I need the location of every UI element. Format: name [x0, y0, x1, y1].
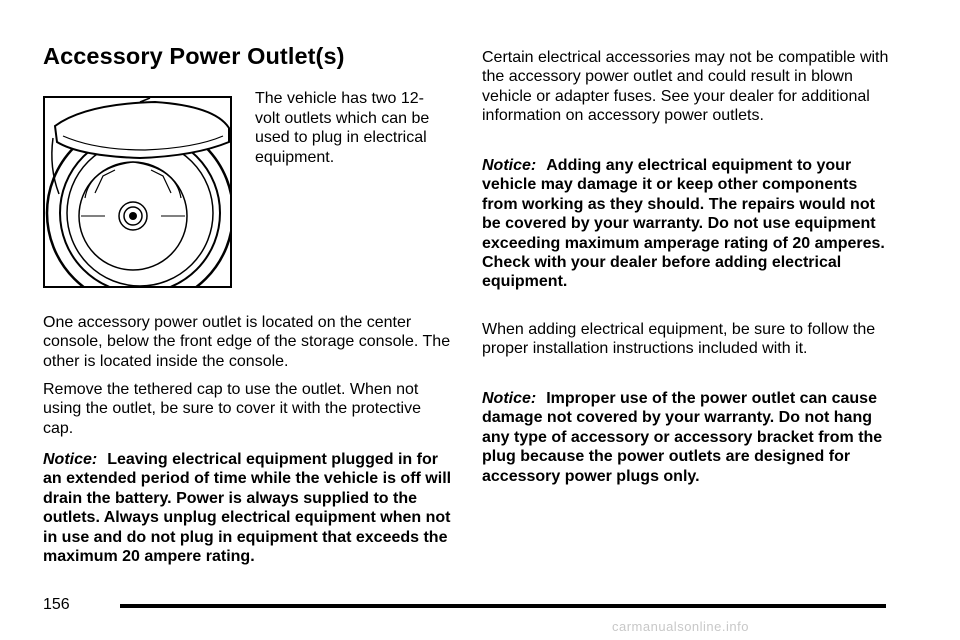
figure-caption: The vehicle has two 12-volt outlets which can be used to plug in electrical equipment. [255, 90, 430, 166]
notice-3-text: Improper use of the power outlet can cause damage not covered by your warranty. Do not hang any type of accessory or accessory bracket from the plug because the power outlets are designed for accessory power plugs only. [482, 390, 883, 485]
notice-1 [43, 450, 453, 566]
page-number: 156 [43, 596, 70, 613]
notice-2-label: Notice: [482, 157, 537, 174]
notice-3 [482, 389, 892, 486]
left-paragraph-1-text: One accessory power outlet is located on the center console, below the front edge of the storage console. The other is located inside the console. [43, 314, 451, 370]
left-paragraph-1 [43, 313, 453, 371]
right-paragraph-1-text: Certain electrical accessories may not be compatible with the accessory power outlet and could result in blown vehicle or adapter fuses. See your dealer for additional information on accessory power outlets. [482, 49, 889, 125]
right-paragraph-2 [482, 320, 887, 359]
left-paragraph-2 [43, 380, 443, 438]
footer-rule [120, 604, 886, 608]
notice-1-label: Notice: [43, 451, 98, 468]
notice-1-text: Leaving electrical equipment plugged in for an extended period of time while the vehicle is off will drain the battery. Power is always supplied to the outlets. Always unplug electrical equipment when not in use and do not plug in equipment that exceeds the maximum 20 ampere rating. [43, 451, 452, 566]
right-paragraph-2-text: When adding electrical equipment, be sure to follow the proper installation instructions included with it. [482, 321, 876, 358]
section-title: Accessory Power Outlet(s) [43, 43, 345, 69]
notice-2-text: Adding any electrical equipment to your vehicle may damage it or keep other components from working as they should. The repairs would not be covered by your warranty. Do not use equipment exceeding maximum amperage rating of 20 amperes. Check with your dealer before adding electrical equipment. [482, 157, 885, 291]
right-paragraph-1 [482, 48, 892, 126]
power-outlet-illustration [43, 96, 232, 288]
notice-3-label: Notice: [482, 390, 537, 407]
left-paragraph-2-text: Remove the tethered cap to use the outlet. When not using the outlet, be sure to cover it with the protective cap. [43, 381, 421, 437]
watermark: carmanualsonline.info [612, 619, 749, 634]
power-outlet-icon [45, 98, 230, 286]
notice-2 [482, 156, 892, 292]
